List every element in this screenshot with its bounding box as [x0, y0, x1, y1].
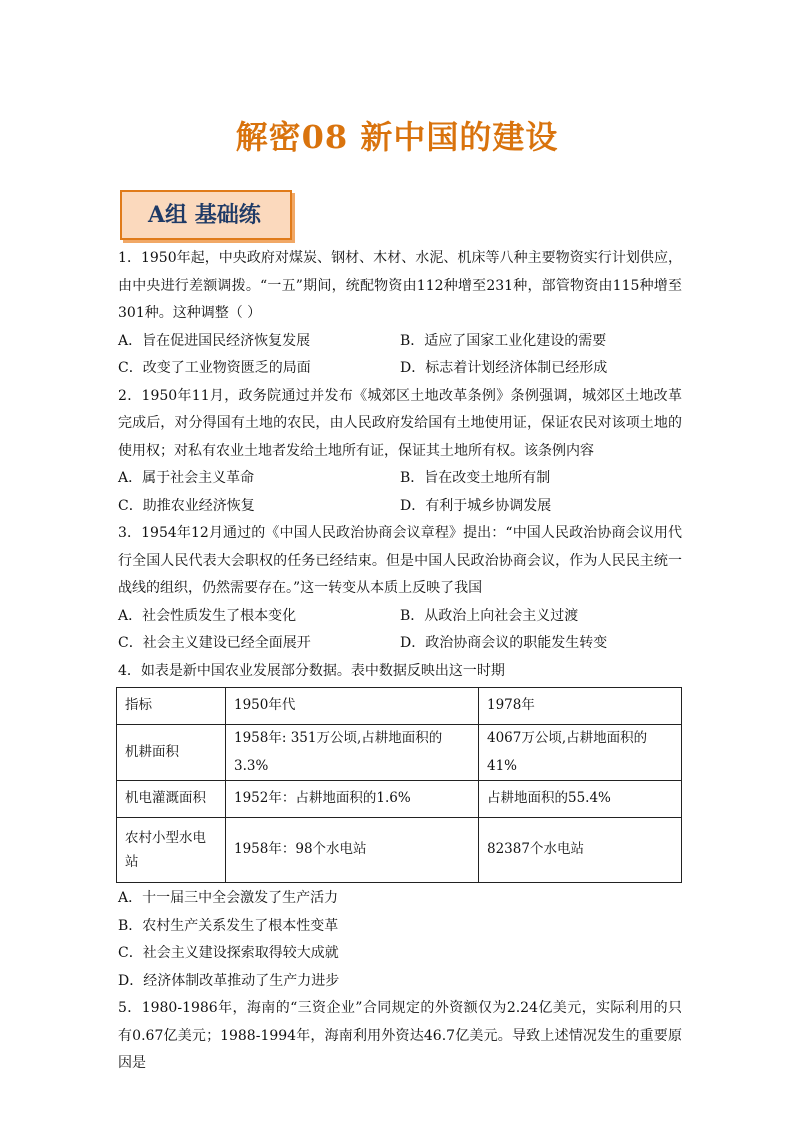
table-cell: 1958年：98个水电站: [226, 818, 479, 883]
table-cell: 1952年：占耕地面积的1.6%: [226, 781, 479, 818]
options: [118, 603, 682, 658]
question-2: [118, 383, 682, 521]
option-c[interactable]: C．改变了工业物资匮乏的局面: [118, 360, 311, 376]
option-a[interactable]: A．社会性质发生了根本变化: [118, 607, 297, 624]
options: [118, 328, 682, 383]
table-cell: 1958年: 351万公顷,占耕地面积的3.3%: [226, 725, 479, 781]
data-table: [116, 687, 682, 883]
table-header-cell: 1950年代: [226, 688, 479, 725]
option-b[interactable]: B．适应了国家工业化建设的需要: [400, 332, 607, 349]
option-b[interactable]: B．农村生产关系发生了根本性变革: [118, 917, 339, 934]
page-title: 解密08 新中国的建设: [235, 118, 559, 156]
question-stem: 4．如表是新中国农业发展部分数据。表中数据反映出这一时期: [118, 662, 505, 679]
table-header-cell: 1978年: [479, 688, 682, 725]
group-label: A组 基础练: [148, 202, 261, 228]
table-row: [117, 725, 682, 781]
table-row: [117, 818, 682, 883]
option-c[interactable]: C．社会主义建设探索取得较大成就: [118, 945, 339, 961]
option-b[interactable]: B．从政治上向社会主义过渡: [400, 607, 579, 624]
option-a[interactable]: A．属于社会主义革命: [118, 470, 255, 486]
question-3: [118, 520, 682, 658]
option-d[interactable]: D．政治协商会议的职能发生转变: [400, 635, 608, 651]
table-header-row: [117, 688, 682, 725]
options: [118, 465, 682, 520]
table-header-cell: 指标: [117, 688, 226, 725]
table-cell: 82387个水电站: [479, 818, 682, 883]
table-row: [117, 781, 682, 818]
question-stem: 1．1950年起，中央政府对煤炭、钢材、木材、水泥、机床等八种主要物资实行计划供应，由中央进行差额调拨。“一五”期间，统配物资由112种增至231种，部管物资由115种增至301种。这种调整（ ）: [118, 250, 682, 321]
option-a[interactable]: A．十一届三中全会激发了生产活力: [118, 890, 339, 906]
table-cell: 机耕面积: [117, 725, 226, 781]
option-d[interactable]: D．标志着计划经济体制已经形成: [400, 360, 608, 376]
option-c[interactable]: C．助推农业经济恢复: [118, 497, 255, 514]
options: [118, 885, 682, 995]
question-stem: 2．1950年11月，政务院通过并发布《城郊区土地改革条例》条例强调，城郊区土地改革完成后，对分得国有土地的农民，由人民政府发给国有土地使用证，保证农民对该项土地的使用权；对私有农业土地者发给土地所有证，保证其土地所有权。该条例内容: [118, 387, 682, 459]
table-cell: 机电灌溉面积: [117, 781, 226, 818]
option-b[interactable]: B．旨在改变土地所有制: [400, 470, 551, 486]
question-list: [118, 245, 682, 1078]
group-badge: [120, 190, 292, 240]
option-d[interactable]: D．有利于城乡协调发展: [400, 497, 552, 514]
question-stem: 5．1980-1986年，海南的“三资企业”合同规定的外资额仅为2.24亿美元，实际利用的只有0.67亿美元；1988-1994年，海南利用外资达46.7亿美元。导致上述情况发生的重要原因是: [118, 1000, 682, 1071]
option-d[interactable]: D．经济体制改革推动了生产力进步: [118, 972, 340, 989]
table-cell: 农村小型水电站: [117, 818, 226, 883]
question-1: [118, 245, 682, 383]
option-a[interactable]: A．旨在促进国民经济恢复发展: [118, 332, 311, 349]
question-4: [118, 658, 682, 996]
table-cell: 4067万公顷,占耕地面积的41%: [479, 725, 682, 781]
table-cell: 占耕地面积的55.4%: [479, 781, 682, 818]
option-c[interactable]: C．社会主义建设已经全面展开: [118, 635, 311, 651]
question-5: [118, 995, 682, 1078]
question-stem: 3．1954年12月通过的《中国人民政治协商会议章程》提出：“中国人民政治协商会议用代行全国人民代表大会职权的任务已经结束。但是中国人民政治协商会议，作为人民民主统一战线的组织，仍然需要存在。”这一转变从本质上反映了我国: [118, 525, 682, 596]
